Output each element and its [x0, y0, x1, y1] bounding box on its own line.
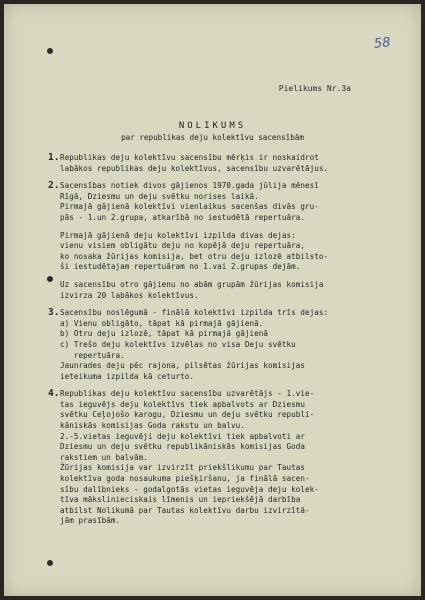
text-line: Republikas deju kolektīvu sacensību mērķis ir noskaidrot — [60, 153, 319, 162]
text-line: izvirza 20 labākos kolektīvus. — [60, 290, 199, 300]
document-page — [4, 4, 421, 596]
text-line: Republikas deju kolektīvu sacensību uzvarētājs - 1.vie- — [60, 389, 315, 399]
text-line: Dziesmu un deju svētku republikāniskās komisijas Goda — [60, 442, 305, 452]
document-subtitle: par republikas deju kolektīvu sacensībām — [121, 133, 304, 142]
page-number: 58 — [373, 35, 392, 52]
appendix-label: Pielikums Nr.3a — [278, 84, 351, 93]
text-line: ši iestudētajam repertuāram no 1.vai 2.grupas dejām. — [60, 262, 301, 272]
text-line: a) Vienu obligāto, tāpat kā pirmajā gājienā. — [60, 318, 264, 328]
text-line: b) Otru deju izlozē, tāpat kā pirmajā gājienā — [60, 329, 268, 339]
text-line: Sacensības notiek divos gājienos 1970.gada jūlija mēnesī — [60, 181, 319, 191]
text-line: labākos republikas deju kolektīvus, sacensību uzvarētājus. — [60, 163, 329, 173]
text-line: rakstiem un balvām. — [60, 452, 148, 462]
text-line: atbilst Nolikumā par Tautas kolektīvu darbu izvirzītā- — [60, 505, 310, 515]
paragraph-gap — [60, 382, 410, 389]
text-line: tīva mākslinieciskais līmenis un iepriekšējā darbība — [60, 495, 301, 505]
text-line: Uz sacensību otro gājienu no abām grupām žūrijas komisija — [60, 279, 324, 289]
paragraph-gap — [60, 174, 410, 181]
text-line: sību dalībnieks - godalgotās vietas ieguvēja deju kolek- — [60, 484, 319, 494]
paragraph — [48, 307, 410, 382]
text-line: svētku Ceļojošo karogu, Dziesmu un deju svētku republi- — [60, 410, 315, 420]
text-line: 2.-5.vietas ieguvēji deju kolektīvi tiek apbalvoti ar — [60, 431, 305, 441]
punch-hole — [47, 48, 53, 54]
text-line: Rīgā, Dziesmu un deju svētku norises laikā. — [60, 191, 259, 201]
text-line: Žūrijas komisija var izvirzīt priekšlikumu par Tautas — [60, 463, 305, 473]
paragraph-gap — [60, 224, 410, 231]
text-line: Sacensību noslēgumā - finālā kolektīvi izpilda trīs dejas: — [60, 308, 329, 318]
text-line: c) Trešo deju kolektīvs izvēlas no visa Deju svētku — [60, 339, 296, 349]
punch-hole — [47, 276, 53, 282]
text-line: kāniskās komisijas Goda rakstu un balvu. — [60, 421, 245, 431]
text-line: Pirmajā gājienā kolektīvi vienlaikus sacenšas divās gru- — [60, 202, 319, 212]
text-line: vienu visiem obligātu deju no kopējā deju repertuāra, — [60, 241, 305, 251]
paragraph — [48, 180, 410, 223]
punch-hole — [47, 560, 53, 566]
paragraph-gap — [60, 301, 410, 308]
text-line: repertuāra. — [60, 350, 125, 360]
text-line: kolektīva goda nosaukuma piešķiršanu, ja finālā sacen- — [60, 474, 310, 484]
document-title: NOLIKUMS — [178, 121, 247, 131]
paragraph-gap — [60, 273, 410, 280]
paragraph — [60, 231, 410, 273]
paragraph-number: 4. — [48, 388, 60, 400]
text-line: ko nosaka žūrijas komisija, bet otru deju izlozē atbilsto- — [60, 251, 329, 261]
paragraph — [48, 152, 410, 174]
paragraph-number: 3. — [48, 307, 60, 319]
text-line: jām prasībām. — [60, 516, 121, 526]
paragraph — [60, 280, 410, 301]
text-line: Pirmajā gājienā deju kolektīvi izpilda divas dejas: — [60, 230, 296, 240]
text-line: tas ieguvējs deju kolektīvs tiek apbalvots ar Dziesmu — [60, 399, 305, 409]
paragraph-number: 1. — [48, 152, 60, 163]
text-line: ieteikuma izpilda kā ceturto. — [60, 371, 195, 381]
text-line: pās - 1.un 2.grupa, atkarībā no iestudētā repertuāra. — [60, 212, 305, 222]
text-line: Jaunrades deju pēc rajona, pilsētas žūrijas komisijas — [60, 361, 305, 371]
paragraph-number: 2. — [48, 180, 60, 192]
paragraph — [48, 388, 410, 527]
document-body — [48, 152, 410, 527]
